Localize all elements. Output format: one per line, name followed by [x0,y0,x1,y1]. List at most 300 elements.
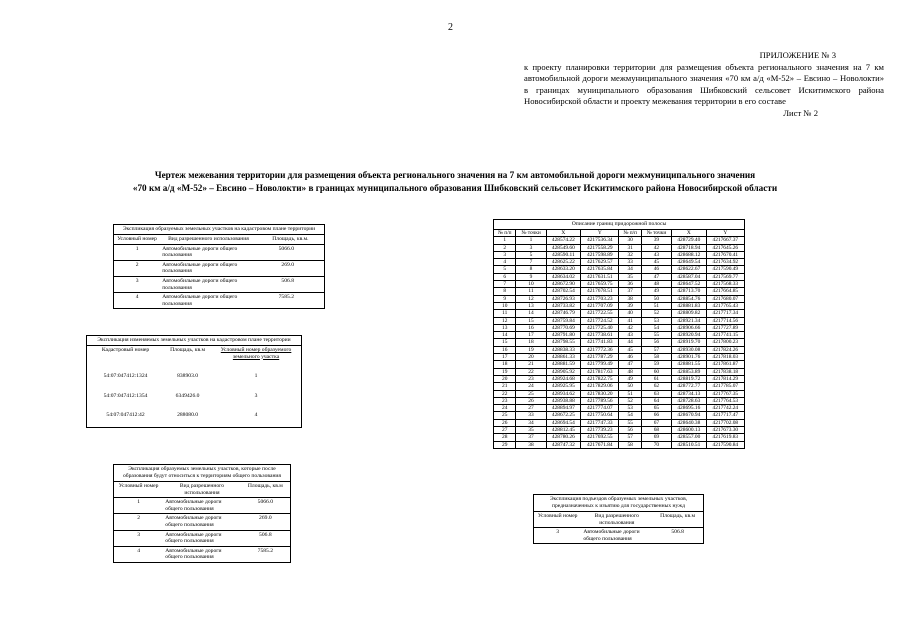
coord-cell: 65 [641,405,671,412]
coord-cell: 9 [516,273,546,280]
table-row [494,317,745,324]
cell-num: 3 [534,528,581,544]
coord-cell: 12 [516,295,546,302]
coord-cell: 4217772.36 [581,346,619,353]
coord-cell: 57 [619,434,641,441]
coord-cell: 26 [516,397,546,404]
table3-grid [114,482,290,562]
coord-cell: 56 [641,339,671,346]
table-row [494,354,745,361]
coord-cell: 51 [641,302,671,309]
coord-cell: 7 [494,281,516,288]
table4-body [494,237,745,449]
coord-cell: 9 [494,295,516,302]
cell-area: 7585.2 [257,293,324,309]
table5-caption: Экспликация подъездов образуемых земельных участков, предназначенных к изъятию для государственных нужд [534,495,703,512]
coord-cell: 35 [619,273,641,280]
coord-cell: 8 [516,266,546,273]
table4-header: № п/п [619,230,641,237]
coord-cell: 4217536.34 [581,237,619,244]
coord-cell: 43 [641,251,671,258]
coord-cell: 428590.11 [546,251,581,258]
coord-cell: 428819.72 [672,375,707,382]
coord-cell: 4217739.23 [581,427,619,434]
cell-cadastral: 54:07:047412:1324 [103,373,148,380]
page-number: 2 [448,22,453,33]
coord-cell: 428759.84 [546,317,581,324]
table4-header: № точки [641,230,671,237]
coord-cell: 428733.82 [546,302,581,309]
coord-cell: 428747.32 [546,441,581,448]
coord-cell: 32 [619,251,641,258]
cell-use: Автомобильные дороги общего пользования [163,514,240,530]
coord-cell: 53 [619,405,641,412]
cell-area: 269.0 [257,260,324,276]
cell-use: Автомобильные дороги общего пользования [163,530,240,546]
coord-cell: 428672.25 [546,412,581,419]
coord-cell: 4217680.07 [706,295,744,302]
coord-cell: 428934.62 [546,390,581,397]
table1-grid [114,235,324,308]
coord-cell: 41 [619,317,641,324]
coord-cell: 428510.51 [672,441,707,448]
table-row [114,498,290,514]
table2-grid [87,346,301,427]
coord-cell: 428718.94 [672,244,707,251]
coord-cell: 428861.33 [546,354,581,361]
coord-cell: 18 [516,339,546,346]
document-heading [60,169,850,195]
table-row [494,405,745,412]
coord-cell: 38 [619,295,641,302]
coord-cell: 428726.93 [546,295,581,302]
coord-cell: 4217717.34 [706,310,744,317]
coord-cell: 4217738.61 [581,332,619,339]
table-row [494,259,745,266]
coord-cell: 33 [619,259,641,266]
table3-caption: Экспликация образуемых земельных участков, которые после образования будут относиться к территориям общего пользования [114,465,290,482]
coord-cell: 42 [641,244,671,251]
coord-cell: 22 [516,368,546,375]
coord-cell: 428809.82 [672,310,707,317]
table-row [87,381,301,401]
coord-cell: 4217747.33 [581,419,619,426]
coord-cell: 4217634.92 [706,259,744,266]
coord-cell: 428600.13 [672,427,707,434]
coord-cell: 428772.77 [672,383,707,390]
table5-header: Условный номер [537,513,578,519]
coord-cell: 4217569.77 [706,273,744,280]
coord-cell: 428633.20 [546,266,581,273]
cell-area: 506.8 [652,528,703,544]
coord-cell: 4217817.63 [581,368,619,375]
table-row [114,293,324,309]
cell-area: 506.8 [257,276,324,292]
coord-cell: 4217629.57 [581,259,619,266]
cell-area: 5066.0 [241,498,290,514]
table-row [494,419,745,426]
table4-header: X [546,230,581,237]
coord-cell: 49 [641,288,671,295]
coord-cell: 4217765.43 [706,302,744,309]
coord-cell: 4217727.89 [706,324,744,331]
table-row [494,441,745,448]
coord-cell: 23 [494,397,516,404]
coord-cell: 8 [494,288,516,295]
coord-cell: 33 [516,412,546,419]
table-row [114,514,290,530]
coord-cell: 40 [619,310,641,317]
coord-cell: 38 [516,441,546,448]
coord-cell: 54 [641,324,671,331]
cell-num: 3 [254,392,258,399]
coord-cell: 4217635.84 [581,266,619,273]
coord-cell: 428919.70 [672,339,707,346]
coord-cell: 63 [641,390,671,397]
coord-cell: 428713.70 [672,288,707,295]
cell-num: 1 [114,244,160,260]
coord-cell: 428854.76 [672,295,707,302]
coord-cell: 31 [619,244,641,251]
cell-num: 2 [114,260,160,276]
coord-cell: 12 [494,317,516,324]
heading-line-2: «70 км а/д «М-52» – Евсино – Новолокти» в границах муниципального образования Шибковский сельсовет Искитимского района Новосибирской области [132,183,778,193]
coord-cell: 428798.55 [546,339,581,346]
coord-cell: 39 [641,237,671,244]
coord-cell: 4217814.29 [706,375,744,382]
coord-cell: 4217707.09 [581,302,619,309]
coord-cell: 25 [494,412,516,419]
coord-cell: 4 [494,259,516,266]
coord-cell: 19 [494,368,516,375]
cell-num: 3 [114,276,160,292]
coord-cell: 68 [641,427,671,434]
coord-cell: 15 [494,339,516,346]
cell-use: Автомобильные дороги общего пользования [163,498,240,514]
coord-cell: 27 [516,405,546,412]
table-row [494,361,745,368]
table-row [494,273,745,280]
table2-header: Условный номер образуемого земельного участка [220,347,292,360]
coord-cell: 4217764.53 [706,397,744,404]
table-row [494,310,745,317]
coord-cell: 70 [641,441,671,448]
coord-cell: 428780.26 [546,434,581,441]
coord-cell: 60 [641,368,671,375]
table-row [494,266,745,273]
table-row [494,346,745,353]
coord-cell: 62 [641,383,671,390]
coord-cell: 17 [516,332,546,339]
coord-cell: 428688.12 [672,251,707,258]
coord-cell: 2 [494,244,516,251]
coord-cell: 14 [494,332,516,339]
coord-cell: 43 [619,332,641,339]
table-row [87,361,301,381]
coord-cell: 4217785.07 [706,383,744,390]
coord-cell: 428557.00 [672,434,707,441]
coord-cell: 4217659.75 [581,281,619,288]
coord-cell: 11 [494,310,516,317]
cell-num: 4 [114,546,163,562]
coord-cell: 46 [619,354,641,361]
appendix-title: ПРИЛОЖЕНИЕ № 3 [759,50,836,60]
table1-header: Вид разрешенного использования [168,236,249,242]
coord-cell: 4217789.56 [581,397,619,404]
cell-area: 506.8 [241,530,290,546]
table-row [494,427,745,434]
coord-cell: 4217598.89 [581,251,619,258]
coord-cell: 428905.92 [546,368,581,375]
coord-cell: 11 [516,288,546,295]
coord-cell: 4217742.24 [706,405,744,412]
table-row [114,546,290,562]
cell-num: 2 [114,514,163,530]
coord-cell: 47 [619,361,641,368]
coord-cell: 4217590.49 [706,266,744,273]
coord-cell: 428881.55 [672,361,707,368]
table-row [494,295,745,302]
coord-cell: 428670.94 [672,412,707,419]
coord-cell: 4217767.35 [706,390,744,397]
coord-cell: 4217861.87 [706,361,744,368]
coord-cell: 66 [641,412,671,419]
coord-cell: 428746.79 [546,310,581,317]
coord-cell: 17 [494,354,516,361]
table-row [494,412,745,419]
coord-cell: 57 [641,346,671,353]
coord-cell: 67 [641,419,671,426]
coord-cell: 10 [516,281,546,288]
table5-header: Площадь, кв.м [660,513,696,519]
coord-cell: 19 [516,346,546,353]
coord-cell: 27 [494,427,516,434]
coord-cell: 428622.67 [672,266,707,273]
table4-caption: Описание границ придорожной полосы [493,219,745,229]
table4-header: № п/п [494,230,516,237]
table-row [494,383,745,390]
coord-cell: 4217741.15 [706,332,744,339]
table5-grid [534,512,703,543]
coord-cell: 45 [641,259,671,266]
table-row [534,528,703,544]
coord-cell: 428694.54 [546,419,581,426]
cell-area: 838903.0 [177,373,199,380]
coord-cell: 61 [641,375,671,382]
coord-cell: 428881.83 [672,302,707,309]
table-row [494,390,745,397]
table4-header-row [494,230,745,237]
coord-cell: 29 [494,441,516,448]
cell-use: Автомобильные дороги общего пользования [581,528,652,544]
coord-cell: 428853.89 [672,368,707,375]
coord-cell: 4217724.52 [581,317,619,324]
table3-header: Условный номер [118,483,159,489]
table5-header: Вид разрешенного использования [594,513,639,526]
coord-cell: 4217829.06 [581,383,619,390]
cell-num: 4 [114,293,160,309]
table2-header: Кадастровый номер [101,347,150,353]
coord-cell: 26 [494,419,516,426]
coord-cell: 4217645.26 [706,244,744,251]
coord-cell: 37 [516,434,546,441]
cell-use: Автомобильные дороги общего пользования [163,546,240,562]
coord-cell: 44 [619,339,641,346]
coord-cell: 15 [516,317,546,324]
coord-cell: 4217824.26 [706,346,744,353]
coord-cell: 48 [641,281,671,288]
coord-cell: 4217619.83 [706,434,744,441]
coord-cell: 428549.60 [546,244,581,251]
coord-cell: 428649.54 [672,259,707,266]
coord-cell: 428906.66 [672,324,707,331]
coord-cell: 34 [516,419,546,426]
table2-header: Площадь, кв.м [170,347,206,353]
coord-cell: 428702.54 [546,288,581,295]
coord-cell: 20 [494,375,516,382]
coord-cell: 42 [619,324,641,331]
coord-cell: 428729.40 [672,237,707,244]
coord-cell: 55 [641,332,671,339]
coord-cell: 4217692.55 [581,434,619,441]
coord-cell: 45 [619,346,641,353]
table-public-plots [113,464,291,563]
table1-header: Условный номер [117,236,157,242]
table1-header: Площадь, кв.м. [272,236,309,242]
coord-cell: 7 [516,259,546,266]
cell-cadastral: 54:07:047412:42 [106,412,145,419]
table-formed-plots [113,224,325,309]
coord-cell: 4217774.07 [581,405,619,412]
coord-cell: 428728.63 [672,397,707,404]
cell-area: 6349426.0 [175,392,200,399]
coord-cell: 22 [494,390,516,397]
table-row [114,530,290,546]
table1-caption: Экспликация образуемых земельных участков на кадастровом плане территории [114,225,324,235]
coord-cell: 4217702.08 [706,419,744,426]
coord-cell: 4217838.18 [706,368,744,375]
coord-cell: 30 [619,237,641,244]
appendix-body: к проекту планировки территории для размещения объекта регионального значения на 7 км автомобильной дороги межмуниципального значения «70 км а/д «М-52» – Евсино – Новолокти» в границах муниципального образования Шибковский сельсовет Искитимского района Новосибирской области и проекту межевания территории в его составе [524,61,884,107]
coord-cell: 428574.22 [546,237,581,244]
cell-use: Автомобильные дороги общего пользования [160,293,257,309]
coord-cell: 14 [516,310,546,317]
coord-cell: 428924.68 [546,375,581,382]
coord-cell: 4217787.29 [581,354,619,361]
coord-cell: 428625.22 [546,259,581,266]
table-changed-plots [86,335,302,428]
coord-cell: 5 [516,251,546,258]
coord-cell: 428672.90 [546,281,581,288]
coord-cell: 4217671.84 [581,441,619,448]
table-row [494,302,745,309]
coord-cell: 4217822.75 [581,375,619,382]
table-row [87,400,301,427]
coord-cell: 428640.38 [672,419,707,426]
coord-cell: 58 [641,354,671,361]
cell-cadastral: 54:07:047412:1354 [103,392,148,399]
coord-cell: 1 [494,237,516,244]
heading-line-1: Чертеж межевания территории для размещения объекта регионального значения на 7 км автомобильной дороги межмуниципального значения [154,170,756,180]
coord-cell: 4217830.20 [581,390,619,397]
table-row [114,244,324,260]
table-row [494,244,745,251]
coord-cell: 428901.76 [672,354,707,361]
coord-cell: 39 [619,302,641,309]
coord-cell: 428634.02 [546,273,581,280]
coord-cell: 4217703.23 [581,295,619,302]
coord-cell: 428930.08 [672,346,707,353]
coord-cell: 6 [494,273,516,280]
coord-cell: 59 [641,361,671,368]
table-row [494,237,745,244]
cell-use: Автомобильные дороги общего пользования [160,260,257,276]
coord-cell: 428695.16 [672,405,707,412]
table3-header: Площадь, кв.м [247,483,283,489]
cell-area: 7585.2 [241,546,290,562]
coord-cell: 428925.95 [546,383,581,390]
coord-cell: 24 [516,383,546,390]
table-row [494,251,745,258]
coord-cell: 46 [641,266,671,273]
table-row [494,375,745,382]
table-row [494,397,745,404]
coord-cell: 54 [619,412,641,419]
coord-cell: 4217558.29 [581,244,619,251]
table-withdrawal-plots [533,494,704,544]
coord-cell: 4217678.51 [581,288,619,295]
coord-cell: 428734.13 [672,390,707,397]
coord-cell: 47 [641,273,671,280]
coord-cell: 428838.33 [546,346,581,353]
coord-cell: 37 [619,288,641,295]
coord-cell: 428894.97 [546,405,581,412]
coord-cell: 428647.52 [672,281,707,288]
coord-cell: 34 [619,266,641,273]
table-row [494,288,745,295]
coord-cell: 28 [494,434,516,441]
cell-num: 1 [254,373,258,380]
cell-use: Автомобильные дороги общего пользования [160,244,257,260]
coord-cell: 51 [619,390,641,397]
table-row [494,332,745,339]
coord-cell: 50 [619,383,641,390]
coord-cell: 3 [494,251,516,258]
coord-cell: 64 [641,397,671,404]
coord-cell: 49 [619,375,641,382]
coord-cell: 4217714.56 [706,317,744,324]
coord-cell: 428938.88 [546,397,581,404]
coord-cell: 36 [619,281,641,288]
table4-header: Y [706,230,744,237]
coord-cell: 24 [494,405,516,412]
coord-cell: 21 [516,361,546,368]
coord-cell: 18 [494,361,516,368]
coord-cell: 428921.34 [672,317,707,324]
coord-cell: 4217741.83 [581,339,619,346]
table4-header: Y [581,230,619,237]
table-row [114,276,324,292]
coord-cell: 4217800.23 [706,339,744,346]
table-row [494,368,745,375]
coord-cell: 4217725.40 [581,324,619,331]
coord-cell: 4217568.33 [706,281,744,288]
coord-cell: 48 [619,368,641,375]
cell-area: 269.0 [241,514,290,530]
coord-cell: 4217664.85 [706,288,744,295]
coord-cell: 428791.80 [546,332,581,339]
coord-cell: 56 [619,427,641,434]
